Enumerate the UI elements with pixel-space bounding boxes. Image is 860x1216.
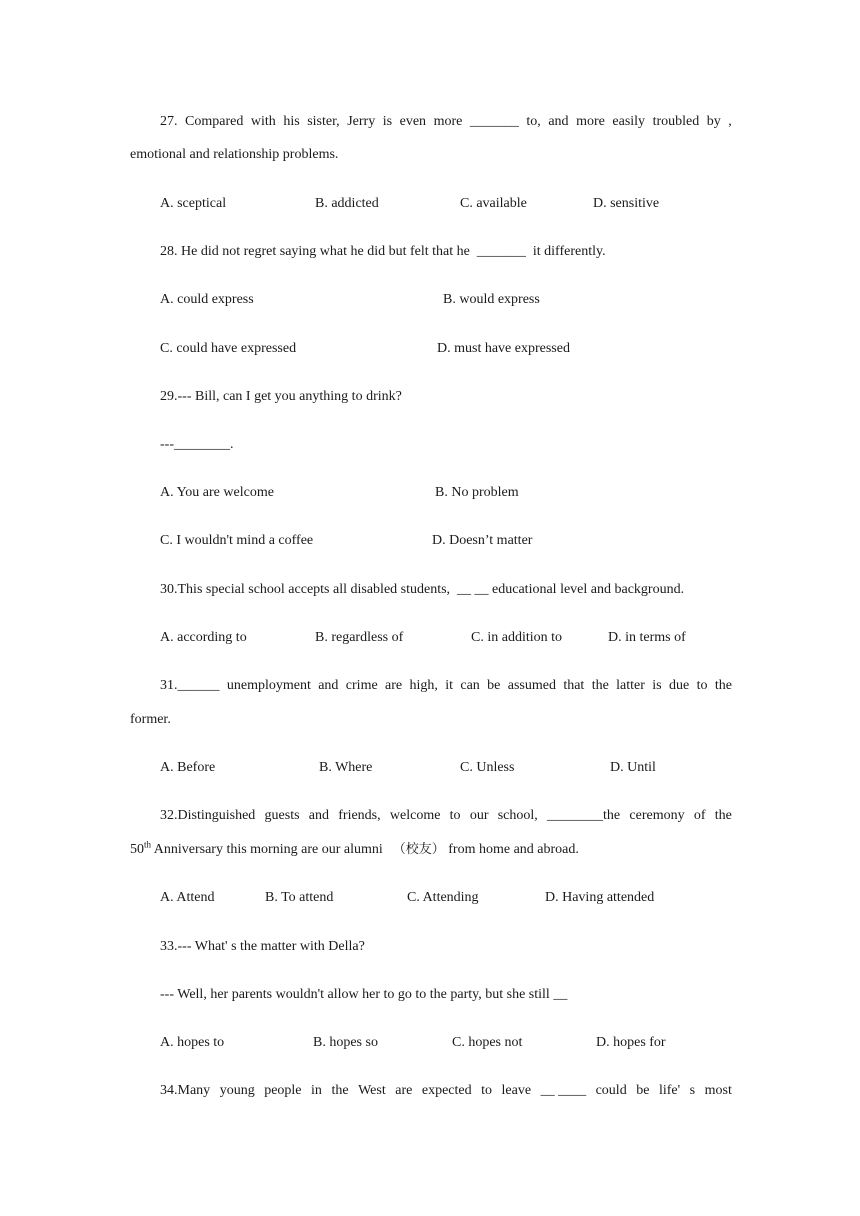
word: _______ (469, 114, 519, 129)
q29-stem: 29.--- Bill, can I get you anything to drink? (160, 389, 402, 404)
word: 34.Many (160, 1083, 211, 1098)
word: the (714, 678, 732, 693)
word: latter (616, 678, 645, 693)
q29-reply: ---________. (160, 437, 234, 452)
q28-option-b: B. would express (443, 292, 540, 307)
q27-stem-line2: emotional and relationship problems. (130, 147, 339, 162)
word: our (469, 808, 489, 823)
q33-option-a: A. hopes to (160, 1035, 225, 1050)
q30-option-b: B. regardless of (315, 630, 404, 645)
word: leave (501, 1083, 532, 1098)
q32-alumni-gloss: （校友） (392, 842, 445, 857)
word: be (487, 678, 501, 693)
word: expected (421, 1083, 472, 1098)
q31-option-a: A. Before (160, 760, 216, 775)
word: crime (345, 678, 378, 693)
q32-anniversary-number: 50 (130, 842, 144, 857)
word: are (395, 1083, 413, 1098)
word: friends, (338, 808, 381, 823)
q29-option-d: D. Doesn’t matter (432, 533, 533, 548)
word: , (728, 114, 732, 129)
q28-option-c: C. could have expressed (160, 341, 297, 356)
word: the (591, 678, 609, 693)
q27-option-c: C. available (460, 196, 527, 211)
q31-stem-line2: former. (130, 712, 171, 727)
q30-stem: 30.This special school accepts all disabled students, __ __ educational level and background. (160, 582, 685, 597)
q31-option-d: D. Until (610, 760, 656, 775)
q32-line2-text-a: Anniversary this morning are our alumni (151, 842, 383, 857)
word: troubled (652, 114, 700, 129)
q30-option-a: A. according to (160, 630, 247, 645)
word: more (433, 114, 463, 129)
word: high, (409, 678, 438, 693)
q32-option-d: D. Having attended (545, 890, 655, 905)
word: 27. (160, 114, 178, 129)
word: ceremony (629, 808, 685, 823)
q32-stem-line1 (160, 807, 732, 825)
q31-stem-line1 (160, 677, 732, 695)
q29-option-a: A. You are welcome (160, 485, 274, 500)
word: easily (612, 114, 646, 129)
word: and (308, 808, 329, 823)
q32-option-c: C. Attending (407, 890, 479, 905)
word: assumed (507, 678, 556, 693)
q30-option-d: D. in terms of (608, 630, 686, 645)
word: to (696, 678, 708, 693)
word: 31.______ (160, 678, 220, 693)
word: welcome (389, 808, 441, 823)
word: 32.Distinguished (160, 808, 256, 823)
word: due (668, 678, 690, 693)
word: even (399, 114, 427, 129)
word: that (563, 678, 585, 693)
word: to (481, 1083, 493, 1098)
q33-option-d: D. hopes for (596, 1035, 666, 1050)
word: is (382, 114, 393, 129)
word: the (331, 1083, 349, 1098)
word: school, (497, 808, 538, 823)
q33-reply: --- Well, her parents wouldn't allow her to go to the party, but she still __ (160, 987, 568, 1002)
q31-option-b: B. Where (319, 760, 373, 775)
q29-option-b: B. No problem (435, 485, 519, 500)
word: are (385, 678, 403, 693)
q30-option-c: C. in addition to (471, 630, 562, 645)
word: people (264, 1083, 302, 1098)
q32-stem-line2 (130, 841, 579, 859)
word: in (311, 1083, 322, 1098)
word: of (693, 808, 706, 823)
q29-option-c: C. I wouldn't mind a coffee (160, 533, 314, 548)
q28-option-a: A. could express (160, 292, 254, 307)
word: his (283, 114, 300, 129)
q32-line2-text-b: from home and abroad. (444, 842, 579, 857)
q27-option-d: D. sensitive (593, 196, 660, 211)
q28-option-d: D. must have expressed (437, 341, 570, 356)
word: Jerry (347, 114, 376, 129)
q27-option-a: A. sceptical (160, 196, 227, 211)
q28-stem: 28. He did not regret saying what he did but felt that he _______ it differently. (160, 244, 606, 259)
word: West (358, 1083, 386, 1098)
word: unemployment (226, 678, 311, 693)
q27-option-b: B. addicted (315, 196, 379, 211)
word: to (449, 808, 461, 823)
word: ________the (547, 808, 621, 823)
word: to, (526, 114, 541, 129)
word: is (652, 678, 662, 693)
word: be (636, 1083, 650, 1098)
word: s (689, 1083, 696, 1098)
word: young (219, 1083, 255, 1098)
word: could (595, 1083, 627, 1098)
q32-ordinal-suffix: th (144, 839, 152, 850)
word: more (576, 114, 605, 129)
q31-option-c: C. Unless (460, 760, 515, 775)
word: and (548, 114, 569, 129)
word: can (460, 678, 480, 693)
word: Compared (185, 114, 244, 129)
word: it (445, 678, 454, 693)
q32-option-a: A. Attend (160, 890, 215, 905)
word: life' (658, 1083, 681, 1098)
q33-stem: 33.--- What' s the matter with Della? (160, 939, 365, 954)
word: and (318, 678, 339, 693)
word: by (706, 114, 721, 129)
q27-stem-line1 (160, 113, 732, 131)
q33-option-b: B. hopes so (313, 1035, 378, 1050)
word: most (704, 1083, 732, 1098)
word: __ ____ (540, 1083, 587, 1098)
word: the (714, 808, 732, 823)
q32-option-b: B. To attend (265, 890, 334, 905)
word: sister, (307, 114, 340, 129)
q33-option-c: C. hopes not (452, 1035, 523, 1050)
word: guests (264, 808, 300, 823)
word: with (250, 114, 276, 129)
q34-stem-line1 (160, 1082, 732, 1100)
